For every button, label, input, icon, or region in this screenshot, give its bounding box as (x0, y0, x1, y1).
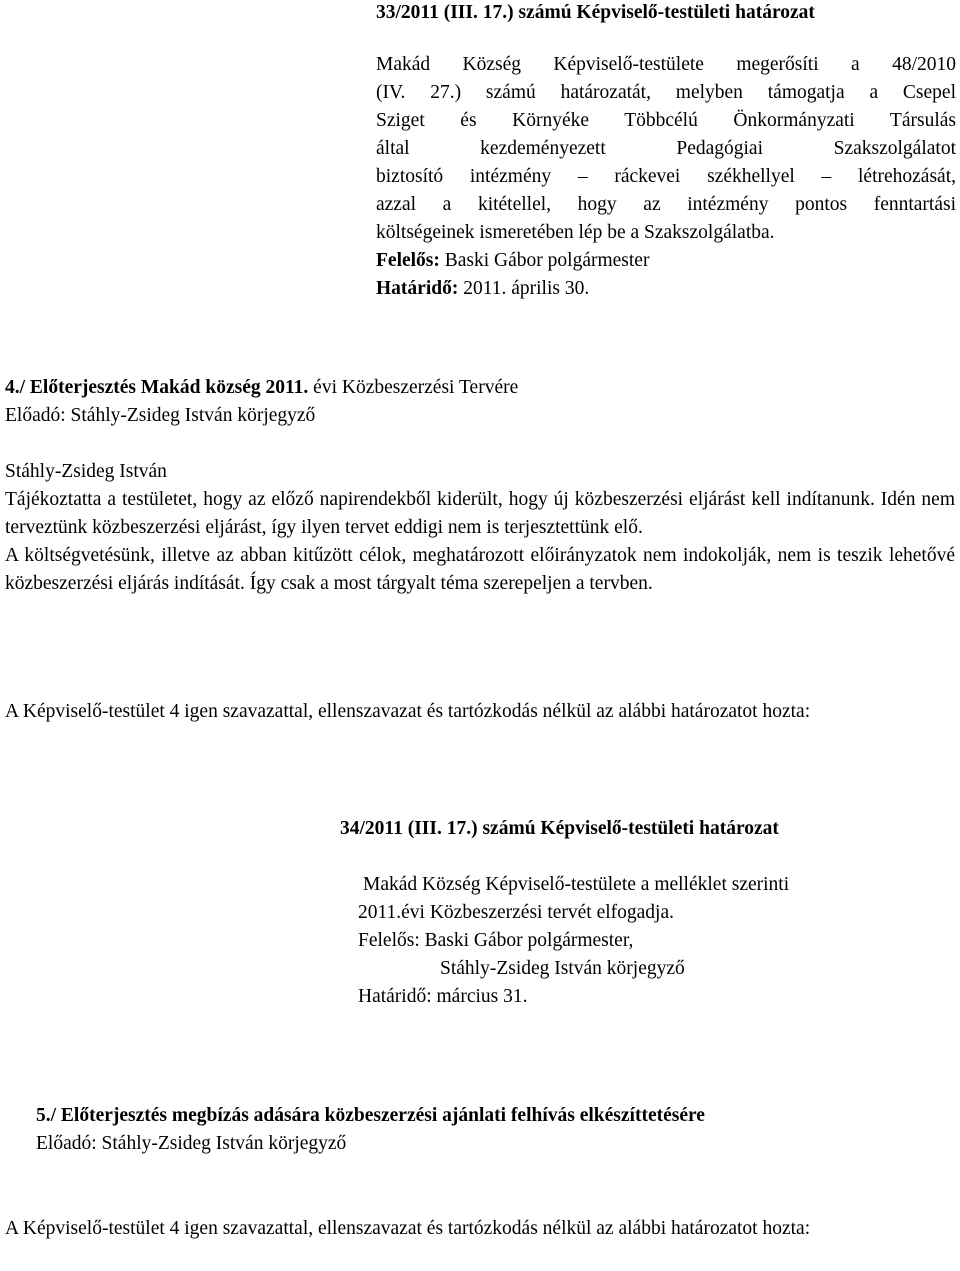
resolution-33-line: biztosító intézmény – ráckevei székhellyel – létrehozását, (376, 166, 956, 187)
resolution-33-deadline (376, 275, 956, 303)
item-4-heading-rest: évi Közbeszerzési Tervére (313, 377, 519, 398)
item-4-heading-bold: 4./ Előterjesztés Makád község 2011. (5, 377, 309, 398)
resolution-33-line: költségeinek ismeretében lép be a Szakszolgálatba. (376, 222, 775, 243)
responsible-label: Felelős: (376, 250, 440, 271)
resolution-34-line: 2011.évi Közbeszerzési tervét elfogadja. (358, 902, 675, 923)
item-4-paragraph: A költségvetésünk, illetve az abban kitűzött célok, meghatározott előirányzatok nem indokolják, nem is teszik lehetővé közbeszerzési eljárás indítását. Így csak a most tárgyalt téma szerepeljen a tervben. (5, 545, 955, 594)
item-5-vote: A Képviselő-testület 4 igen szavazattal, ellenszavazat és tartózkodás nélkül az alábbi határozatot hozta: (5, 1218, 811, 1239)
resolution-33-responsible (376, 247, 956, 275)
item-4-section (5, 374, 955, 430)
item-4-heading (5, 374, 955, 402)
resolution-33-line: Makád Község Képviselő-testülete megerősíti a 48/2010 (376, 54, 956, 75)
resolution-33-line: (IV. 27.) számú határozatát, melyben támogatja a Csepel (376, 82, 956, 103)
item-5-heading: 5./ Előterjesztés megbízás adására közbeszerzési ajánlati felhívás elkészíttetésére (36, 1105, 705, 1126)
item-4-paragraph: Tájékoztatta a testületet, hogy az előző napirendekből kiderült, hogy új közbeszerzési eljárást kell indítanunk. Idén nem terveztünk közbeszerzési eljárást, így ilyen tervet eddigi nem is terjesztettünk elő. (5, 489, 955, 538)
item-4-presenter: Előadó: Stáhly-Zsideg István körjegyző (5, 405, 316, 426)
resolution-34-deadline: Határidő: március 31. (358, 986, 528, 1007)
resolution-34-body (358, 871, 918, 1011)
speaker-name: Stáhly-Zsideg István (5, 461, 167, 482)
resolution-33-line: által kezdeményezett Pedagógiai Szakszolgálatot (376, 138, 956, 159)
resolution-33-line: azzal a kitétellel, hogy az intézmény pontos fenntartási (376, 194, 956, 215)
item-4-vote: A Képviselő-testület 4 igen szavazattal, ellenszavazat és tartózkodás nélkül az alábbi határozatot hozta: (5, 701, 811, 722)
resolution-34-responsible: Felelős: Baski Gábor polgármester, (358, 930, 634, 951)
item-5-presenter: Előadó: Stáhly-Zsideg István körjegyző (36, 1133, 347, 1154)
deadline-value: 2011. április 30. (463, 278, 590, 299)
deadline-label: Határidő: (376, 278, 459, 299)
item-5-section (36, 1102, 956, 1158)
responsible-value: Baski Gábor polgármester (444, 250, 650, 271)
resolution-34-line: Makád Község Képviselő-testülete a melléklet szerinti (363, 874, 790, 895)
resolution-33-body (376, 51, 956, 303)
item-4-discussion (5, 458, 955, 598)
resolution-34-responsible-2: Stáhly-Zsideg István körjegyző (440, 958, 685, 979)
resolution-33-title: 33/2011 (III. 17.) számú Képviselő-testületi határozat (376, 2, 815, 23)
resolution-34-title: 34/2011 (III. 17.) számú Képviselő-testületi határozat (340, 818, 779, 839)
resolution-33-line: Sziget és Környéke Többcélú Önkormányzati Társulás (376, 110, 956, 131)
